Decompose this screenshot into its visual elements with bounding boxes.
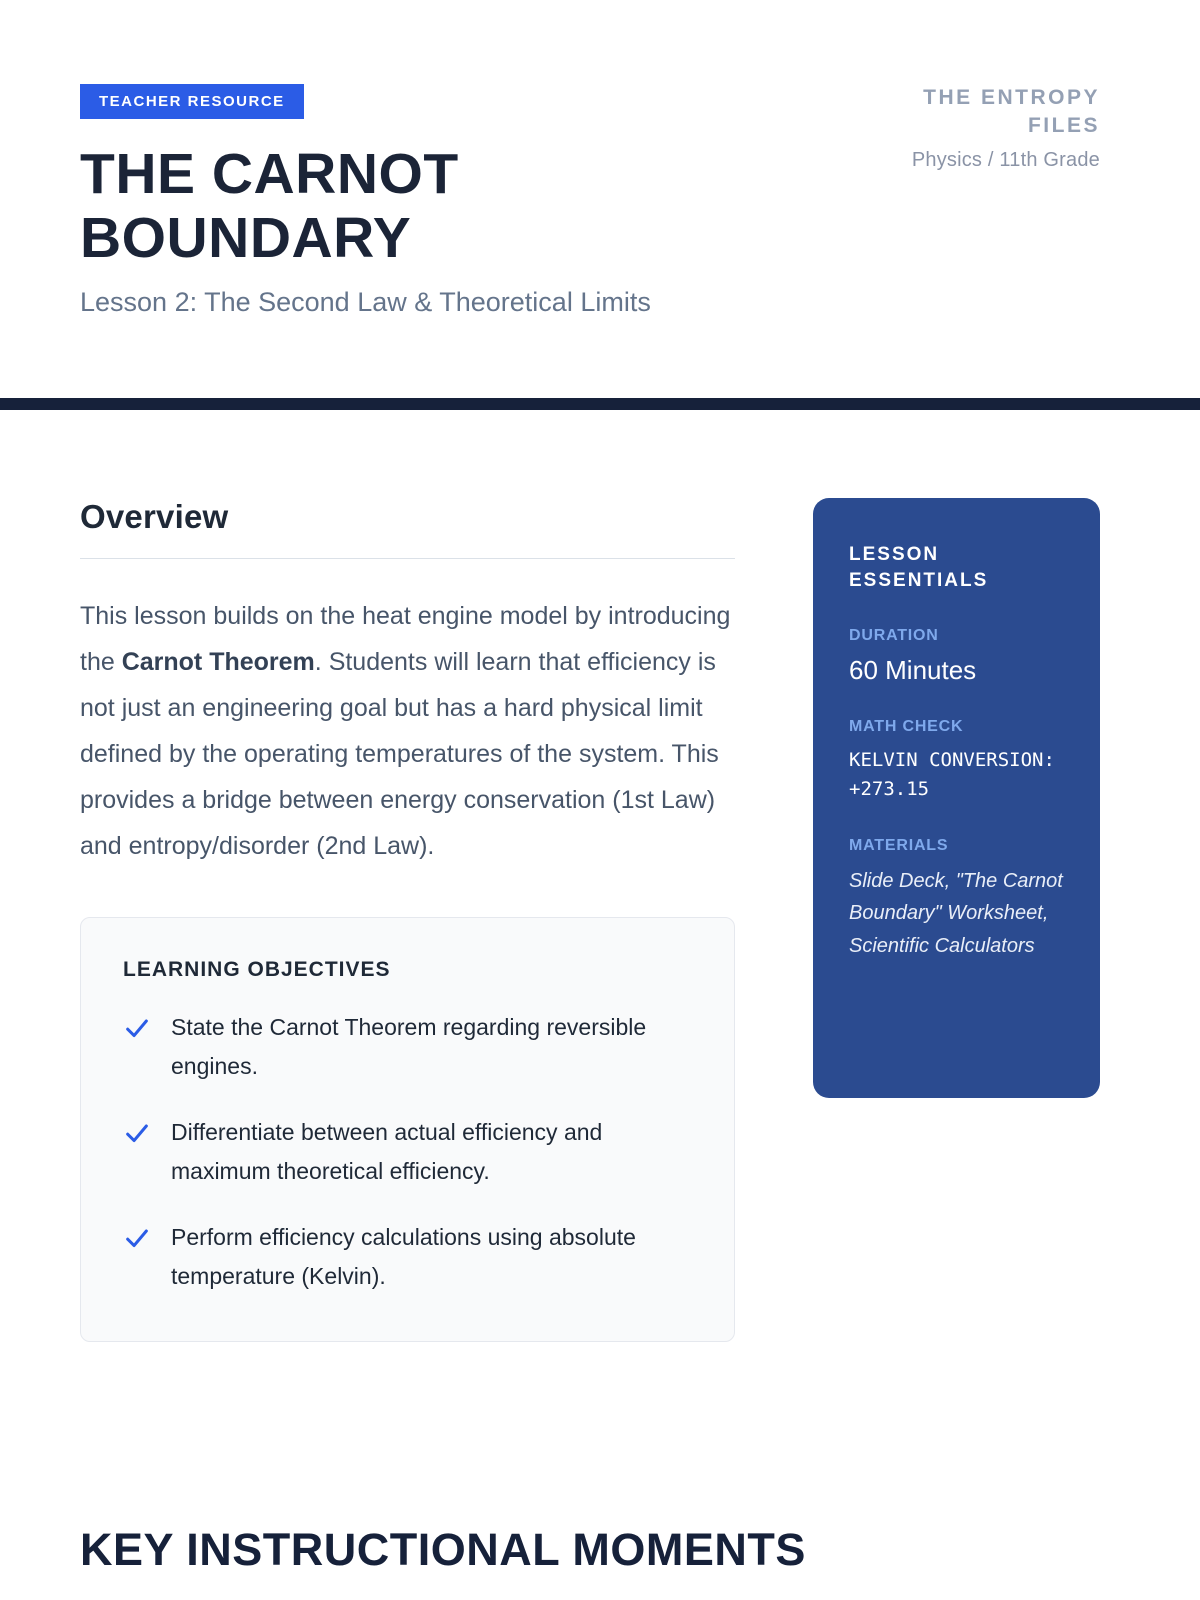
overview-text-after: . Students will learn that efficiency is not just an engineering goal but has a hard physical limit defined by the operating temperatures of the system. This provides a bridge between energy conservation (1st Law) and entropy/disorder (2nd Law). bbox=[80, 647, 719, 860]
lesson-essentials-card bbox=[813, 498, 1100, 1098]
objective-text: Differentiate between actual efficiency and maximum theoretical efficiency. bbox=[171, 1118, 603, 1185]
checkmark-icon bbox=[123, 1119, 151, 1147]
list-item bbox=[123, 1008, 692, 1087]
learning-objectives-box bbox=[80, 917, 735, 1342]
list-item bbox=[123, 1113, 692, 1192]
lesson-subtitle: Lesson 2: The Second Law & Theoretical Limits bbox=[80, 286, 651, 317]
page-title: THE CARNOT BOUNDARY bbox=[80, 142, 459, 270]
materials-value: Slide Deck, "The Carnot Boundary" Worksheet, Scientific Calculators bbox=[849, 869, 1063, 957]
key-instructional-moments-heading: KEY INSTRUCTIONAL MOMENTS bbox=[80, 1523, 806, 1575]
lesson-essentials-heading: LESSON ESSENTIALS bbox=[849, 543, 989, 592]
duration-value: 60 Minutes bbox=[849, 654, 977, 685]
document-header bbox=[0, 0, 1200, 318]
overview-text-before: This lesson builds on the heat engine model by introducing the bbox=[80, 601, 731, 676]
checkmark-icon bbox=[123, 1014, 151, 1042]
overview-paragraph bbox=[80, 593, 735, 869]
brand-course-grade: Physics / 11th Grade bbox=[911, 148, 1100, 171]
duration-label: DURATION bbox=[849, 626, 939, 644]
teacher-resource-badge: TEACHER RESOURCE bbox=[80, 84, 304, 119]
math-check-label: MATH CHECK bbox=[849, 717, 964, 735]
overview-divider bbox=[80, 558, 735, 559]
header-divider-bar bbox=[0, 398, 1200, 410]
objective-text: State the Carnot Theorem regarding reversible engines. bbox=[171, 1013, 647, 1080]
list-item bbox=[123, 1218, 692, 1297]
materials-label: MATERIALS bbox=[849, 836, 949, 854]
overview-heading: Overview bbox=[80, 497, 229, 535]
objective-text: Perform efficiency calculations using absolute temperature (Kelvin). bbox=[171, 1223, 636, 1290]
learning-objectives-heading: LEARNING OBJECTIVES bbox=[123, 957, 391, 981]
math-check-value: KELVIN CONVERSION: +273.15 bbox=[849, 748, 1055, 801]
checkmark-icon bbox=[123, 1224, 151, 1252]
main-content bbox=[0, 498, 1200, 1342]
overview-column bbox=[80, 498, 735, 1342]
brand-block bbox=[880, 84, 1100, 172]
overview-text-bold: Carnot Theorem bbox=[121, 647, 315, 676]
brand-name: THE ENTROPY FILES bbox=[923, 86, 1100, 138]
